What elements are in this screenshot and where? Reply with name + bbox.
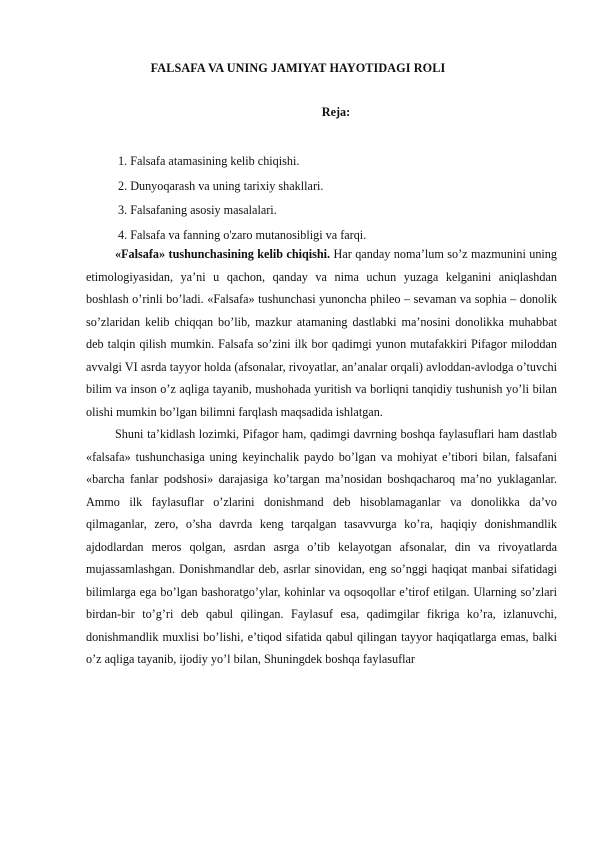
paragraph-1-text: Har qanday noma’lum so’z mazmunini uning etimologiyasidan, ya’ni u qachon, qanday va nima uchun yuzaga kelganini aniqlashdan boshlash o’rinli bo’ladi. «Falsafa» tushunchasi yunoncha phileo – sevaman va sophia – donolik so’zlaridan kelib chiqqan bo’lib, mazkur atamaning dastlabki ma’nosini donolikka muhabbat deb talqin qilish mumkin. Falsafa so’zini ilk bor qadimgi yunon mutafakkiri Pifagor miloddan avvalgi VI asrda tayyor holda (afsonalar, rivoyatlar, an’analar orqali) avloddan-avlodga o’tuvchi bilim va inson o’z aqliga tayanib, mushohada yuritish va borliqni tanqidiy tushunish yo’li bilan olishi mumkin bo’lgan bilimni farqlash maqsadida ishlatgan.	[86, 247, 557, 419]
paragraph-1-lead: «Falsafa» tushunchasining kelib chiqishi.	[115, 247, 331, 261]
plan-item: 2. Dunyoqarash va uning tarixiy shakllari.	[118, 178, 324, 193]
paragraph-2: Shuni ta’kidlash lozimki, Pifagor ham, qadimgi davrning boshqa faylasuflari ham dastlab «falsafa» tushunchasiga uning keyinchalik paydo bo’lgan va mohiyat e’tibori bilan, falsafani «barcha fanlar podshosi» darajasiga ko’targan ma’nosidan boshqacharoq ma’no yuklaganlar. Ammo ilk faylasuflar o’zlarini donishmand deb hisoblamaganlar va donolikka da’vo qilmaganlar, zero, o’sha davrda keng tarqalgan tasavvurga ko’ra, haqiqiy donishmandlik ajdodlardan meros qolgan, asrdan asrga o’tib kelayotgan afsonalar, din va rivoyatlarda mujassamlashgan. Donishmandlar deb, asrlar sinovidan, eng so’nggi haqiqat manbai sifatidagi bilimlarga ega bo’lgan bashoratgo’ylar, kohinlar va oqsoqollar e’tirof etilgan. Ularning so’zlari birdan-bir to’g’ri deb qabul qilingan. Faylasuf esa, qadimgilar fikriga ko’ra, izlanuvchi, donishmandlik muxlisi bo’lishi, e’tiqod sifatida qabul qilingan tayyor haqiqatlarga emas, balki o’z aqliga tayanib, ijodiy yo’l bilan, Shuningdek boshqa faylasuflar	[86, 427, 557, 666]
plan-list	[118, 149, 366, 247]
paragraph-1	[86, 243, 557, 423]
plan-heading: Reja:	[321, 105, 351, 119]
plan-item: 4. Falsafa va fanning o'zaro mutanosibligi va farqi.	[118, 227, 367, 242]
plan-item: 3. Falsafaning asosiy masalalari.	[118, 203, 277, 218]
document-title: FALSAFA VA UNING JAMIYAT HAYOTIDAGI ROLI	[150, 61, 446, 75]
plan-item: 1. Falsafa atamasining kelib chiqishi.	[118, 154, 300, 168]
body-text	[86, 243, 557, 671]
